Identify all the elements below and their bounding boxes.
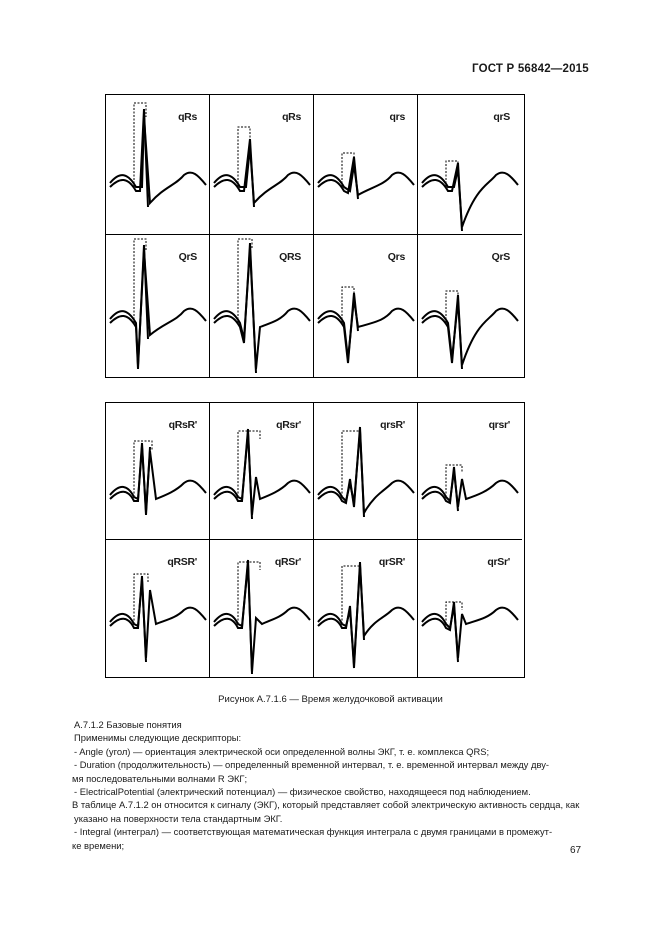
ecg-cell [106, 403, 210, 540]
ecg-label: qrs [389, 111, 405, 123]
ecg-label: qRsR' [168, 419, 197, 431]
ecg-cell [314, 235, 418, 377]
ecg-cell [314, 540, 418, 677]
ecg-figure-panel-bottom [105, 402, 525, 678]
ecg-label: qRSr' [274, 556, 301, 568]
ecg-label: qrS [493, 111, 510, 123]
ecg-label: QrS [178, 251, 197, 263]
ecg-label: qrSR' [378, 556, 405, 568]
page-number: 67 [570, 845, 582, 856]
list-item: - ElectricalPotential (электрический потенциал) — физическое свойство, находящееся под наблюдением. [74, 786, 531, 798]
ecg-cell [106, 235, 210, 377]
list-item: - Duration (продолжительность) — определенный временной интервал, т. е. временной интервал между дву- [74, 759, 550, 771]
ecg-cell [210, 235, 314, 377]
list-item-continued: указано на поверхности тела стандартным ЭКГ. [74, 812, 283, 824]
ecg-label: qrsR' [380, 419, 405, 431]
ecg-cell [106, 540, 210, 677]
ecg-cell [210, 540, 314, 677]
ecg-figure-panel-top [105, 94, 525, 378]
ecg-cell [314, 95, 418, 235]
ecg-label: qRs [178, 111, 197, 123]
list-item-continued: ке времени; [72, 839, 125, 851]
ecg-cell [418, 95, 522, 235]
section-heading: А.7.1.2 Базовые понятия [74, 719, 182, 730]
paragraph: Применимы следующие дескрипторы: [74, 732, 242, 744]
ecg-label: QrS [491, 251, 510, 263]
list-item-continued: мя последовательными волнами R ЭКГ; [72, 772, 248, 784]
list-item-continued: В таблице А.7.1.2 он относится к сигналу (ЭКГ), который представляет собой электрическую активность сердца, как [72, 799, 580, 811]
ecg-cell [210, 95, 314, 235]
list-item: - Angle (угол) — ориентация электрической оси определенной волны ЭКГ, т. е. комплекса QRS; [74, 745, 490, 757]
ecg-cell [418, 403, 522, 540]
body-text [74, 718, 584, 852]
ecg-label: qRSR' [167, 556, 197, 568]
ecg-label: qRsr' [276, 419, 301, 431]
ecg-cell [418, 540, 522, 677]
figure-caption: Рисунок А.7.1.6 — Время желудочковой активации [218, 694, 443, 705]
list-item: - Integral (интеграл) — соответствующая математическая функция интеграла с двумя границами в промежут- [74, 826, 553, 838]
ecg-label: Qrs [387, 251, 405, 263]
ecg-cell [314, 403, 418, 540]
document-number: ГОСТ Р 56842—2015 [472, 63, 589, 75]
ecg-cell [418, 235, 522, 377]
ecg-label: QRS [279, 251, 301, 263]
ecg-label: qrSr' [487, 556, 510, 568]
ecg-label: qRs [282, 111, 301, 123]
ecg-cell [210, 403, 314, 540]
ecg-cell [106, 95, 210, 235]
ecg-label: qrsr' [488, 419, 510, 431]
